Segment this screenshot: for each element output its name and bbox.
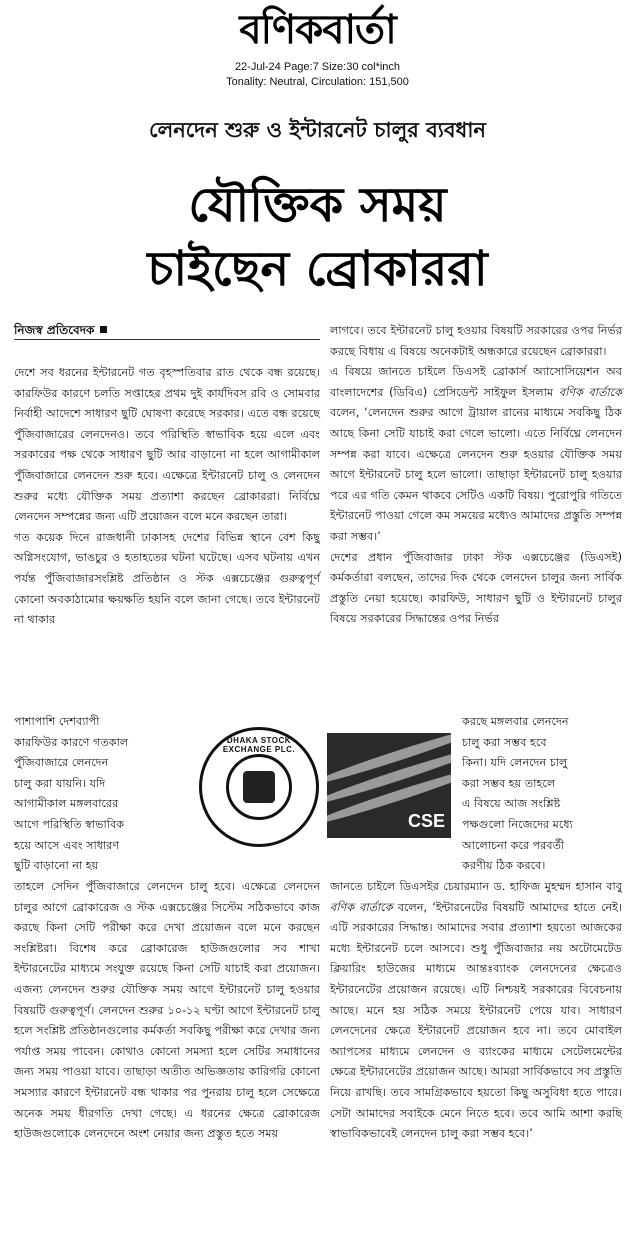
text-line: পাশাপাশি দেশব্যাপী [14, 715, 100, 728]
newspaper-name: বণিক বার্তাকে [330, 900, 393, 914]
column-2-bottom [330, 877, 622, 1145]
text-line: আগে পরিস্থিতি স্বাভাবিক [14, 817, 125, 831]
column-1-top [14, 363, 320, 631]
text-line: আলোচনা করে পরবর্তী [462, 838, 565, 852]
clipping-meta-tonality: Tonality: Neutral, Circulation: 151,500 [226, 76, 409, 88]
newspaper-name: বণিক বার্তাকে [558, 385, 622, 399]
article-kicker: লেনদেন শুরু ও ইন্টারনেট চালুর ব্যবধান [149, 118, 486, 142]
text-line: করণীয় ঠিক করবে। [462, 859, 546, 873]
dse-logo-image [199, 727, 319, 847]
text-line: কিনা। যদি লেনদেন চালু [462, 756, 568, 770]
masthead [0, 2, 635, 58]
column-2-wrap [462, 712, 624, 877]
byline-square-icon [100, 326, 107, 333]
paragraph: গত কয়েক দিনে রাজধানী ঢাকাসহ দেশের বিভিন্ন স্থানে বেশ কিছু অগ্নিসংযোগ, ভাঙচুর ও হতাহতের ঘটনা ঘটেছে। এসব ঘটনায় এখন পর্যন্ত পুঁজিবাজারসংশ্লিষ্ট প্রতিষ্ঠান ও স্টক এক্সচেঞ্জের গুরুত্বপূর্ণ কোনো অবকাঠামোর ক্ষয়ক্ষতি হয়নি বলে জানা গেছে। তবে ইন্টারনেট না থাকার [14, 530, 320, 627]
text-line: হয়ে আসে এবং সাধারণ [14, 838, 120, 852]
cse-logo-text: CSE [407, 811, 445, 831]
byline-rule [14, 339, 320, 340]
building-icon [243, 771, 275, 803]
paragraph: দেশে সব ধরনের ইন্টারনেট গত বৃহস্পতিবার রাত থেকে বন্ধ রয়েছে। কারফিউর কারণে চলতি সপ্তাহের প্রথম দুই কার্যদিবস রবি ও সোমবার নির্বাহী আদেশে সাধারণ ছুটি ঘোষণা করেছে সরকার। এতে বন্ধ রয়েছে পুঁজিবাজারের লেনদেনও। তবে পরিস্থিতি স্বাভাবিক হয়ে এলে এবং সরকারের পক্ষ থেকে সাধারণ ছুটি আর বাড়ানো না হলে আগামীকাল পুঁজিবাজারে লেনদেন শুরু হবে। এক্ষেত্রে ইন্টারনেট চালু ও লেনদেন শুরুর মধ্যে যৌক্তিক সময় প্রত্যাশা করছেন ব্রোকাররা। নির্বিঘ্নে লেনদেন সম্পন্নের জন্য এটি প্রয়োজন বলে মনে করছেন তারা। [14, 366, 320, 524]
dse-logo-text: DHAKA STOCK EXCHANGE PLC. [222, 736, 296, 754]
text-line: আগামীকাল মঙ্গলবারের [14, 797, 119, 811]
column-1-wrap [14, 712, 194, 877]
text-line: এ বিষয়ে আজ সংশ্লিষ্ট [462, 797, 561, 811]
dse-emblem [226, 754, 292, 820]
clipping-meta-date: 22-Jul-24 Page:7 Size:30 col*inch [234, 61, 401, 73]
column-2-top [330, 321, 622, 630]
paragraph: তাহলে সেদিন পুঁজিবাজারে লেনদেন চালু হবে। এক্ষেত্রে লেনদেন চালুর আগে ব্রোকারেজ ও স্টক এক্সচেঞ্জের সিস্টেম সঠিকভাবে কাজ করছে কিনা সেটি পরীক্ষা করে দেখা প্রয়োজন বলে মনে করছেন সংশ্লিষ্টরা। বিশেষ করে ব্রোকারেজ হাউজগুলোর সব শাখা ইন্টারনেটের মাধ্যমে সংযুক্ত রয়েছে কিনা সেটি যাচাই করা প্রয়োজন। এজন্য লেনদেন শুরুর যৌক্তিক সময় আগে ইন্টারনেট চালু হওয়ার বিষয়টি গুরুত্বপূর্ণ। লেনদেন শুরুর ১০-১২ ঘণ্টা আগে ইন্টারনেট চালু হলে সংশ্লিষ্ট প্রতিষ্ঠানগুলোর কর্মকর্তা সবকিছু পরীক্ষা করে দেখার জন্য পর্যাপ্ত সময় পাবেন। কোথাও কোনো সমস্যা হলে সেটির সমাধানের জন্য সময় পাওয়া যাবে। তাছাড়া অতীত অভিজ্ঞতায় কারিগরি কোনো সমস্যার কারণে ইন্টারনেট বন্ধ থাকার পর পুনরায় চালু হলে সেক্ষেত্রে অনেক সময় ধীরগতি দেখা গেছে। এ ধরনের ক্ষেত্রে ব্রোকারেজ হাউজগুলোকে লেনদেনে অংশ নেয়ার জন্য প্রস্তুত হতে সময় [14, 880, 320, 1141]
text-line: ছুটি বাড়ানো না হয় [14, 859, 99, 873]
newspaper-logo: বণিকবার্তা [239, 6, 396, 53]
text-line: কারফিউর কারণে গতকাল [14, 735, 129, 749]
text-line: পক্ষগুলো নিজেদের মধ্যে [462, 817, 573, 831]
text-line: চালু করা সম্ভব হবে [462, 735, 547, 749]
paragraph: লাগবে। তবে ইন্টারনেট চালু হওয়ার বিষয়টি সরকারের ওপর নির্ভর করছে বিধায় এ বিষয়ে অনেকটাই অন্ধকারে রয়েছেন ব্রোকাররা। [330, 324, 622, 358]
cse-logo-image [327, 733, 451, 838]
headline-line-1: যৌক্তিক সময় [188, 177, 447, 233]
paragraph: দেশের প্রধান পুঁজিবাজার ঢাকা স্টক এক্সচেঞ্জের (ডিএসই) কর্মকর্তারা বলছেন, তাদের দিক থেকে লেনদেন চালুর জন্য সার্বিক প্রস্তুতি নেয়া হয়েছে। কারফিউ, সাধারণ ছুটি ও ইন্টারনেট চালুর বিষয়ে সরকারের সিদ্ধান্তের ওপর নির্ভর [330, 550, 622, 626]
paragraph: এ বিষয়ে জানতে চাইলে ডিএসই ব্রোকার্স অ্যাসোসিয়েশন অব বাংলাদেশের (ডিবিএ) প্রেসিডেন্ট সাইফুল ইসলাম বণিক বার্তাকে বলেন, ‘লেনদেন শুরুর আগে ট্রায়াল রানের মাধ্যমে সবকিছু ঠিক আছে কিনা সেটি যাচাই করা গেলে ভালো। এতে নির্বিঘ্নে লেনদেন সম্পন্ন করা যাবে। এক্ষেত্রে লেনদেন শুরু হওয়ার যৌক্তিক সময় আগে ইন্টারনেট চালু হলে ভালো। তাছাড়া ইন্টারনেট চালু হওয়ার পরে এর গতি কেমন থাকবে সেটিও একটি বিষয়। পুরোপুরি গতিতে ইন্টারনেট পাওয়া গেলে কম সময়ের মধ্যেও আমাদের প্রস্তুতি সম্পন্ন করা সম্ভব।’ [330, 365, 622, 543]
column-1-bottom [14, 877, 320, 1145]
text-line: পুঁজিবাজারে লেনদেন [14, 756, 109, 770]
text-line: করছে মঙ্গলবার লেনদেন [462, 715, 569, 728]
text-line: করা সম্ভব হয় তাহলে [462, 776, 556, 790]
headline-line-2: চাইছেন ব্রোকাররা [147, 241, 488, 297]
byline [14, 322, 107, 338]
byline-text: নিজস্ব প্রতিবেদক [14, 323, 95, 337]
text-line: চালু করা যায়নি। যদি [14, 776, 106, 790]
paragraph: জানতে চাইলে ডিএসইর চেয়ারম্যান ড. হাফিজ মুহম্মদ হাসান বাবু বণিক বার্তাকে বলেন, ‘ইন্টারনেটের বিষয়টি আমাদের হাতে নেই। এটি সরকারের সিদ্ধান্ত। আমাদের সবার প্রত্যাশা হয়তো আজকের মধ্যে ইন্টারনেট চলে আসবে। শুধু পুঁজিবাজার নয় অটোমেটেড ক্লিয়ারিং হাউজের মাধ্যমে আন্তঃব্যাংক লেনদেনের ক্ষেত্রেও ইন্টারনেটের প্রয়োজন রয়েছে। এটি নিশ্চয়ই সরকারের বিবেচনায় আছে। মনে হয় সঠিক সময়ে ইন্টারনেট পেয়ে যাব। সাধারণ লেনদেনের ক্ষেত্রে ইন্টারনেট প্রয়োজন হবে না। তবে মোবাইল অ্যাপসের মাধ্যমে লেনদেন ও ব্যাংকের মাধ্যমে সেটেলমেন্টের ক্ষেত্রে ইন্টারনেটের প্রয়োজন আছে। আমরা সার্বিকভাবে সব প্রস্তুতি নিয়ে রাখছি। তবে সামগ্রিকভাবে হয়তো কিছু অসুবিধা হতে পারে। সেটা আমাদের সবাইকে মেনে নিতে হবে। তবে আমি আশা করছি স্বাভাবিকভাবেই লেনদেন চালু করা সম্ভব হবে।’ [330, 880, 622, 1141]
